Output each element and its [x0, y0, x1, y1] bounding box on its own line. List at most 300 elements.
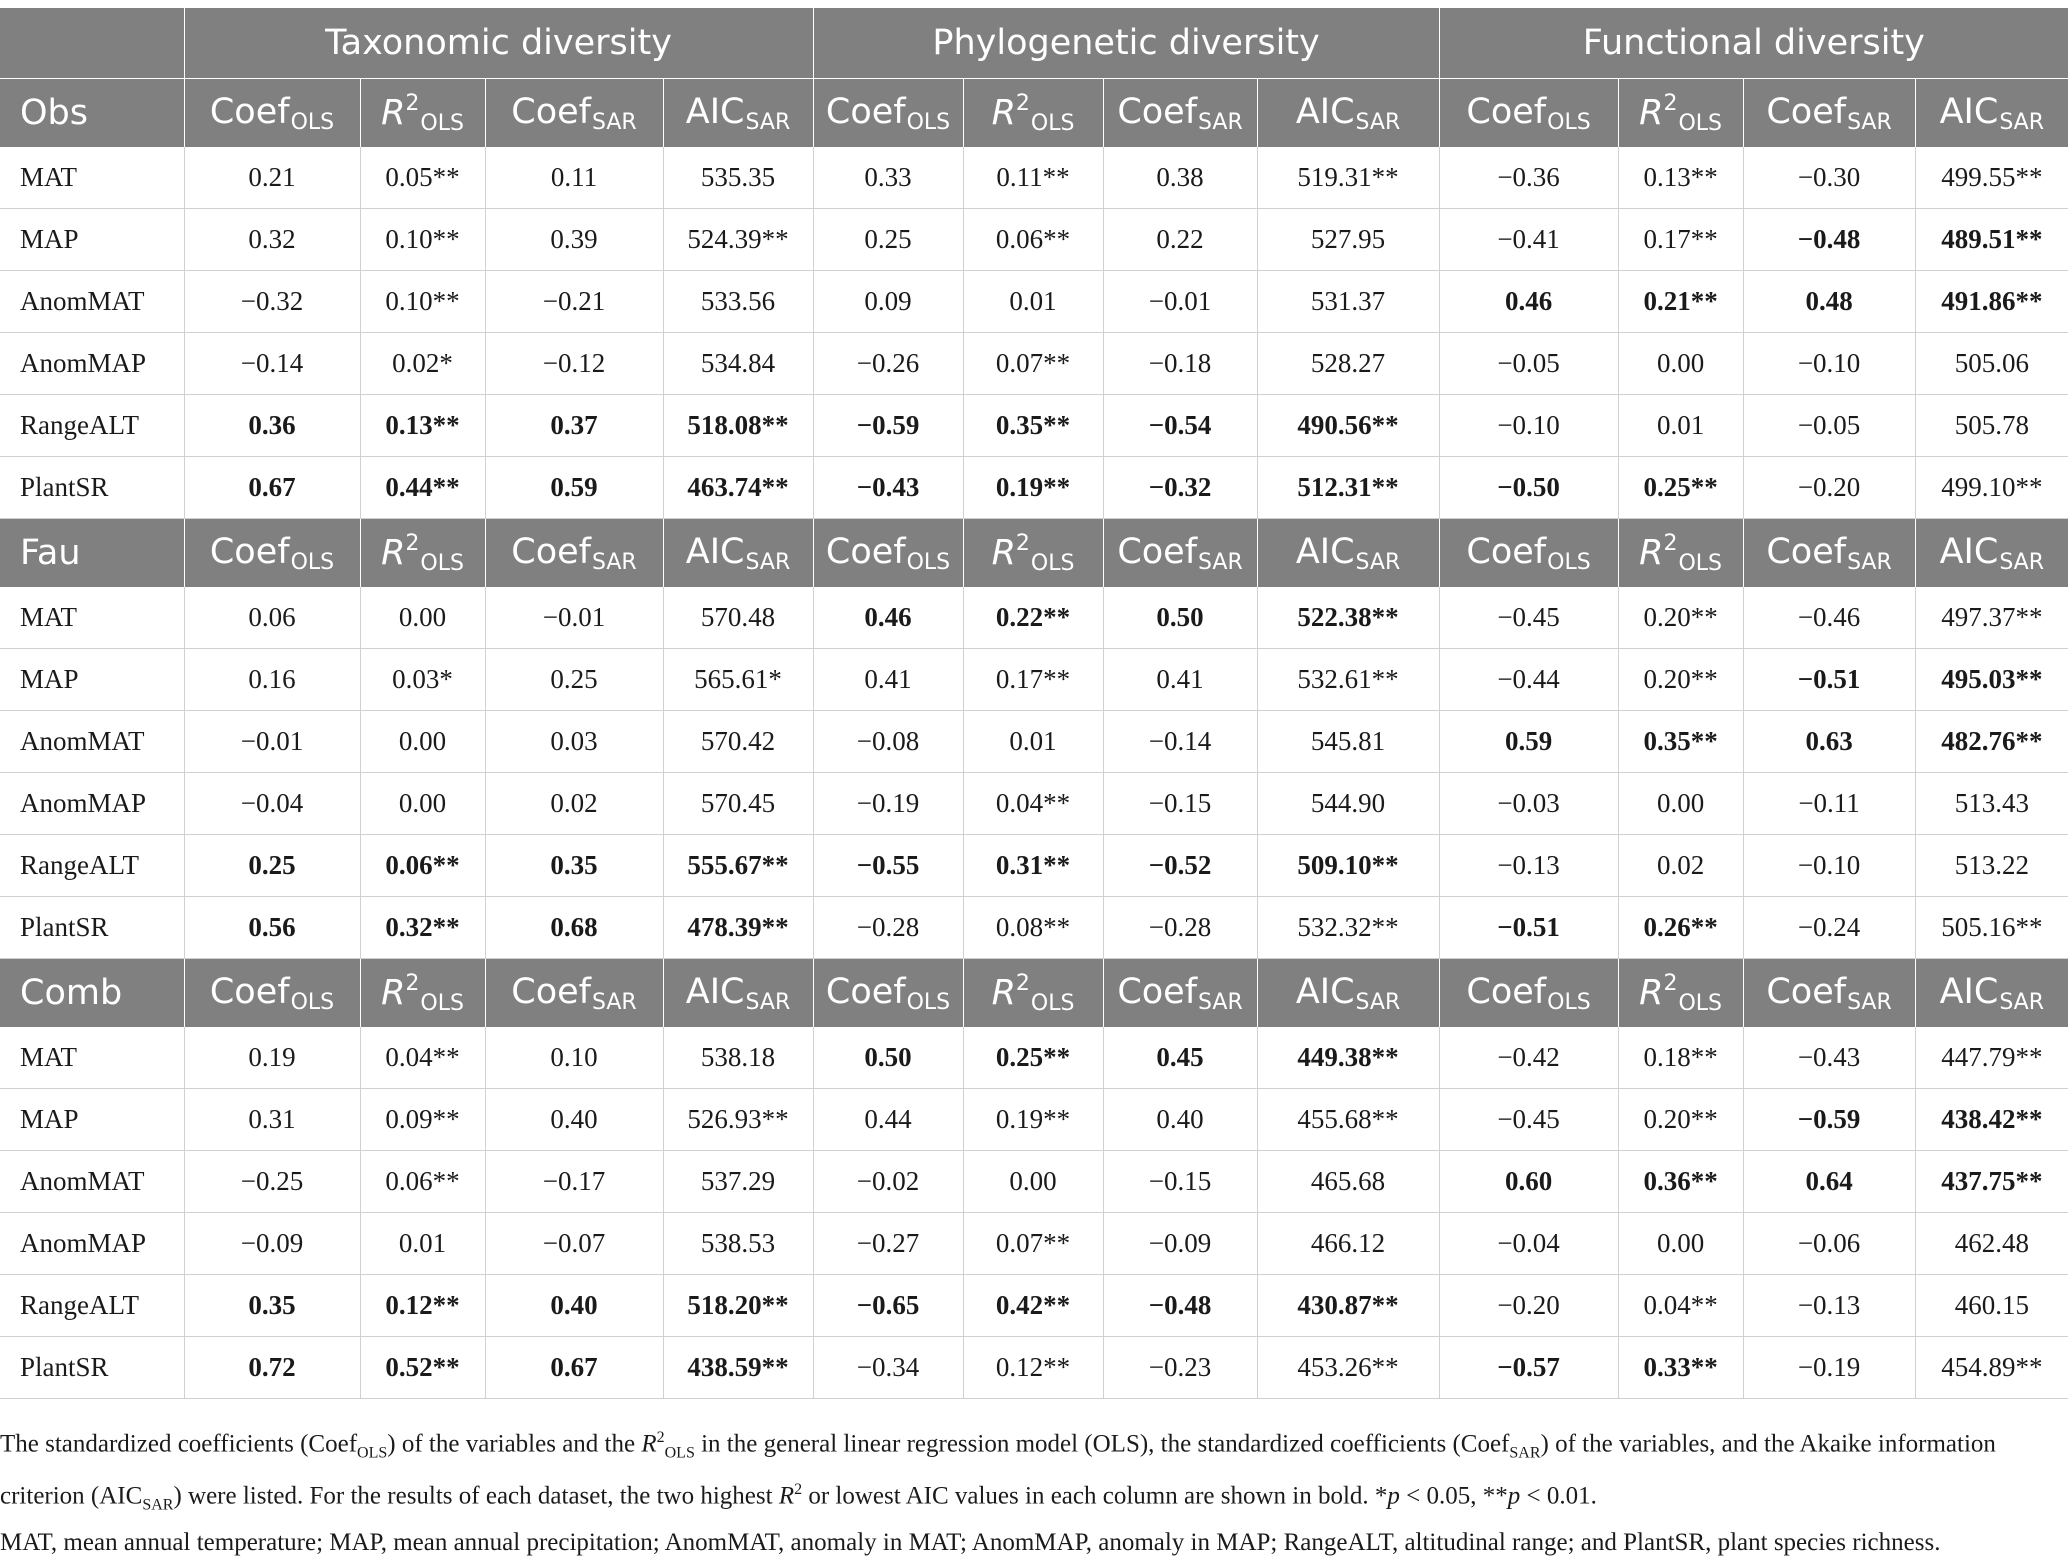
column-header: [360, 519, 485, 588]
table-cell: 0.25**: [963, 1027, 1103, 1089]
table-row: [0, 835, 2068, 897]
table-cell: 0.63: [1743, 711, 1915, 773]
table-cell: 0.59: [1439, 711, 1618, 773]
column-header-base: Coef: [1466, 91, 1547, 132]
table-row: [0, 1275, 2068, 1337]
table-cell: −0.19: [813, 773, 963, 835]
table-cell: −0.01: [1103, 271, 1257, 333]
column-header-sub: OLS: [1030, 990, 1075, 1016]
table-cell: 532.61**: [1257, 649, 1439, 711]
table-cell: 545.81: [1257, 711, 1439, 773]
footnote-text: ) were listed. For the results of each dataset, the two highest: [173, 1482, 779, 1510]
table-cell: 0.01: [963, 711, 1103, 773]
table-cell: 570.42: [663, 711, 813, 773]
column-header-sub: SAR: [592, 109, 637, 135]
table-cell: −0.48: [1743, 209, 1915, 271]
table-cell: 0.39: [485, 209, 663, 271]
table-cell: 518.20**: [663, 1275, 813, 1337]
table-cell: 527.95: [1257, 209, 1439, 271]
table-cell: 555.67**: [663, 835, 813, 897]
table-cell: 0.36**: [1618, 1151, 1743, 1213]
table-cell: 544.90: [1257, 773, 1439, 835]
footnote-text: The standardized coefficients (Coef: [0, 1430, 358, 1458]
table-cell: −0.23: [1103, 1337, 1257, 1399]
column-header-base: Coef: [209, 91, 290, 132]
table-cell: 0.02*: [360, 333, 485, 395]
table-cell: 482.76**: [1915, 711, 2068, 773]
column-header-sub: OLS: [1547, 109, 1591, 135]
table-cell: 0.10: [485, 1027, 663, 1089]
table-cell: 570.45: [663, 773, 813, 835]
group-header-phylogenetic: Phylogenetic diversity: [813, 8, 1439, 79]
column-header-sub: OLS: [1678, 110, 1722, 136]
column-header-sub: OLS: [1678, 990, 1722, 1016]
column-header-sub: OLS: [1547, 549, 1591, 575]
table-row: [0, 773, 2068, 835]
column-header-base: R: [381, 92, 406, 133]
table-cell: 0.13**: [1618, 147, 1743, 209]
column-header: [663, 79, 813, 148]
column-header-sub: SAR: [1355, 549, 1401, 575]
table-row: [0, 147, 2068, 209]
row-label: PlantSR: [0, 897, 184, 959]
table-row: [0, 1027, 2068, 1089]
column-header-sub: SAR: [1355, 989, 1401, 1015]
table-cell: 0.09: [813, 271, 963, 333]
table-cell: 0.25: [813, 209, 963, 271]
section-header-row: [0, 79, 2068, 148]
column-header-base: R: [991, 972, 1016, 1013]
table-cell: 0.11**: [963, 147, 1103, 209]
table-row: [0, 1151, 2068, 1213]
column-header-base: Coef: [1466, 531, 1547, 572]
column-header: [485, 79, 663, 148]
table-cell: −0.55: [813, 835, 963, 897]
table-cell: 0.42**: [963, 1275, 1103, 1337]
table-cell: −0.03: [1439, 773, 1618, 835]
table-row: [0, 649, 2068, 711]
column-header-sub: OLS: [420, 110, 464, 136]
column-header: [184, 79, 360, 148]
column-header: [813, 519, 963, 588]
table-cell: −0.24: [1743, 897, 1915, 959]
column-header: [1257, 959, 1439, 1028]
table-cell: 0.04**: [963, 773, 1103, 835]
table-cell: 447.79**: [1915, 1027, 2068, 1089]
table-footnotes: [0, 1419, 2060, 1561]
column-header-sub: OLS: [290, 989, 335, 1015]
column-header-sup: 2: [1015, 970, 1030, 996]
table-cell: 0.10**: [360, 271, 485, 333]
table-cell: 0.52**: [360, 1337, 485, 1399]
column-header: [1618, 959, 1743, 1028]
results-table: [0, 8, 2068, 1399]
column-header-sup: 2: [1663, 530, 1678, 556]
column-header: [1915, 959, 2068, 1028]
column-header-base: R: [381, 532, 406, 573]
table-cell: 0.25**: [1618, 457, 1743, 519]
table-cell: 0.00: [1618, 333, 1743, 395]
table-cell: 0.48: [1743, 271, 1915, 333]
footnote-sub: SAR: [1509, 1444, 1541, 1462]
table-cell: 0.20**: [1618, 1089, 1743, 1151]
table-cell: −0.10: [1743, 333, 1915, 395]
footnote-sub: OLS: [664, 1444, 695, 1462]
row-label: PlantSR: [0, 1337, 184, 1399]
table-cell: 0.22**: [963, 587, 1103, 649]
column-header-sub: OLS: [1678, 550, 1722, 576]
column-header-sub: OLS: [1547, 989, 1591, 1015]
group-header-row: [0, 8, 2068, 79]
table-cell: 0.22: [1103, 209, 1257, 271]
table-cell: −0.17: [485, 1151, 663, 1213]
column-header-sub: SAR: [1999, 989, 2045, 1015]
table-cell: 0.67: [485, 1337, 663, 1399]
table-cell: 0.08**: [963, 897, 1103, 959]
table-cell: 538.53: [663, 1213, 813, 1275]
column-header-base: AIC: [1939, 531, 1999, 572]
table-cell: 0.31**: [963, 835, 1103, 897]
table-cell: −0.04: [1439, 1213, 1618, 1275]
column-header: [963, 959, 1103, 1028]
table-cell: −0.05: [1743, 395, 1915, 457]
table-cell: 0.02: [485, 773, 663, 835]
table-cell: 0.44: [813, 1089, 963, 1151]
footnote-text: < 0.05, **: [1399, 1482, 1508, 1510]
table-cell: 0.21**: [1618, 271, 1743, 333]
footnote-methods: [0, 1419, 2060, 1524]
section-name: Fau: [0, 519, 184, 588]
column-header-base: Coef: [1766, 91, 1847, 132]
table-cell: −0.46: [1743, 587, 1915, 649]
table-cell: −0.50: [1439, 457, 1618, 519]
table-cell: 0.05**: [360, 147, 485, 209]
table-cell: −0.15: [1103, 773, 1257, 835]
table-cell: −0.36: [1439, 147, 1618, 209]
column-header: [184, 519, 360, 588]
column-header-sup: 2: [1015, 90, 1030, 116]
row-label: MAP: [0, 649, 184, 711]
table-cell: −0.07: [485, 1213, 663, 1275]
column-header-base: R: [991, 532, 1016, 573]
table-cell: −0.32: [1103, 457, 1257, 519]
table-cell: 0.25: [485, 649, 663, 711]
table-cell: −0.11: [1743, 773, 1915, 835]
column-header: [360, 959, 485, 1028]
column-header: [485, 959, 663, 1028]
column-header-base: Coef: [1117, 531, 1198, 572]
table-cell: −0.28: [813, 897, 963, 959]
table-cell: −0.51: [1439, 897, 1618, 959]
column-header-sub: OLS: [290, 549, 335, 575]
table-cell: 522.38**: [1257, 587, 1439, 649]
row-label: MAP: [0, 209, 184, 271]
table-cell: −0.06: [1743, 1213, 1915, 1275]
table-cell: 0.04**: [360, 1027, 485, 1089]
table-cell: 0.45: [1103, 1027, 1257, 1089]
column-header-sub: OLS: [420, 550, 464, 576]
column-header: [813, 79, 963, 148]
column-header-base: R: [1639, 532, 1664, 573]
column-header-sub: OLS: [906, 989, 951, 1015]
column-header-base: R: [1639, 92, 1664, 133]
column-header-base: AIC: [1939, 971, 1999, 1012]
table-cell: −0.05: [1439, 333, 1618, 395]
column-header: [813, 959, 963, 1028]
table-cell: 462.48: [1915, 1213, 2068, 1275]
table-cell: 537.29: [663, 1151, 813, 1213]
table-cell: 0.35**: [1618, 711, 1743, 773]
table-cell: 0.12**: [963, 1337, 1103, 1399]
table-cell: 463.74**: [663, 457, 813, 519]
table-cell: −0.15: [1103, 1151, 1257, 1213]
column-header-sub: SAR: [1198, 549, 1243, 575]
table-cell: −0.34: [813, 1337, 963, 1399]
table-cell: 0.13**: [360, 395, 485, 457]
column-header: [485, 519, 663, 588]
column-header: [1743, 79, 1915, 148]
column-header-sup: 2: [1663, 90, 1678, 116]
column-header-sup: 2: [405, 90, 420, 116]
table-row: [0, 897, 2068, 959]
table-cell: −0.52: [1103, 835, 1257, 897]
table-cell: 524.39**: [663, 209, 813, 271]
table-cell: 454.89**: [1915, 1337, 2068, 1399]
column-header-sub: OLS: [420, 990, 464, 1016]
table-cell: −0.12: [485, 333, 663, 395]
table-cell: 0.68: [485, 897, 663, 959]
column-header: [184, 959, 360, 1028]
row-label: RangeALT: [0, 395, 184, 457]
table-row: [0, 457, 2068, 519]
column-header: [1618, 79, 1743, 148]
table-cell: 0.35**: [963, 395, 1103, 457]
column-header-sub: SAR: [592, 989, 637, 1015]
table-cell: 531.37: [1257, 271, 1439, 333]
table-cell: −0.13: [1743, 1275, 1915, 1337]
table-cell: 0.00: [360, 773, 485, 835]
table-row: [0, 711, 2068, 773]
table-cell: −0.57: [1439, 1337, 1618, 1399]
table-cell: −0.01: [184, 711, 360, 773]
footnote-italic: R: [778, 1482, 795, 1510]
table-cell: 0.41: [1103, 649, 1257, 711]
row-label: PlantSR: [0, 457, 184, 519]
table-cell: 0.31: [184, 1089, 360, 1151]
footnote-sup: 2: [656, 1429, 665, 1446]
column-header-sub: SAR: [745, 549, 791, 575]
table-cell: 0.40: [1103, 1089, 1257, 1151]
column-header-base: AIC: [1295, 91, 1355, 132]
column-header-sub: OLS: [906, 109, 951, 135]
section-header-row: [0, 959, 2068, 1028]
table-cell: −0.45: [1439, 1089, 1618, 1151]
table-cell: 518.08**: [663, 395, 813, 457]
column-header-sub: SAR: [1847, 989, 1892, 1015]
column-header-base: AIC: [1939, 91, 1999, 132]
column-header-base: AIC: [685, 531, 745, 572]
table-cell: −0.27: [813, 1213, 963, 1275]
column-header-base: AIC: [1295, 531, 1355, 572]
table-cell: 0.50: [1103, 587, 1257, 649]
column-header-sub: SAR: [1198, 109, 1243, 135]
column-header: [663, 959, 813, 1028]
column-header-base: Coef: [1466, 971, 1547, 1012]
table-cell: −0.18: [1103, 333, 1257, 395]
group-header-taxonomic: Taxonomic diversity: [184, 8, 813, 79]
column-header: [1257, 519, 1439, 588]
table-cell: 0.33**: [1618, 1337, 1743, 1399]
table-cell: 0.07**: [963, 333, 1103, 395]
section-name: Comb: [0, 959, 184, 1028]
table-cell: 0.00: [1618, 1213, 1743, 1275]
table-cell: 466.12: [1257, 1213, 1439, 1275]
table-cell: 0.09**: [360, 1089, 485, 1151]
row-label: RangeALT: [0, 1275, 184, 1337]
table-cell: 0.21: [184, 147, 360, 209]
column-header-sub: SAR: [1355, 109, 1401, 135]
table-cell: 0.01: [1618, 395, 1743, 457]
table-cell: 505.78: [1915, 395, 2068, 457]
table-cell: 465.68: [1257, 1151, 1439, 1213]
table-cell: 512.31**: [1257, 457, 1439, 519]
table-cell: 0.59: [485, 457, 663, 519]
table-cell: 0.12**: [360, 1275, 485, 1337]
footnote-text: < 0.01.: [1520, 1482, 1597, 1510]
column-header-sub: OLS: [906, 549, 951, 575]
footnote-text: in the general linear regression model (OLS), the standardized coefficients (Coef: [694, 1430, 1510, 1458]
table-cell: 0.03: [485, 711, 663, 773]
table-cell: −0.25: [184, 1151, 360, 1213]
table-cell: 0.11: [485, 147, 663, 209]
column-header: [1618, 519, 1743, 588]
table-cell: 460.15: [1915, 1275, 2068, 1337]
column-header-base: Coef: [209, 971, 290, 1012]
table-cell: 538.18: [663, 1027, 813, 1089]
footnote-text: ) of the variables, and the Akaike information criterion (AIC: [0, 1430, 1996, 1510]
column-header-base: Coef: [1117, 91, 1198, 132]
row-label: AnomMAP: [0, 333, 184, 395]
table-cell: −0.44: [1439, 649, 1618, 711]
table-cell: 570.48: [663, 587, 813, 649]
column-header-sub: SAR: [592, 549, 637, 575]
column-header-sup: 2: [405, 970, 420, 996]
table-cell: −0.21: [485, 271, 663, 333]
table-cell: 437.75**: [1915, 1151, 2068, 1213]
table-cell: 0.50: [813, 1027, 963, 1089]
table-cell: 0.32: [184, 209, 360, 271]
column-header: [1103, 79, 1257, 148]
table-cell: 0.35: [485, 835, 663, 897]
column-header: [963, 79, 1103, 148]
table-cell: 0.04**: [1618, 1275, 1743, 1337]
footnote-sub: SAR: [142, 1496, 174, 1514]
table-cell: 455.68**: [1257, 1089, 1439, 1151]
table-cell: 0.07**: [963, 1213, 1103, 1275]
row-label: AnomMAP: [0, 773, 184, 835]
section-header-row: [0, 519, 2068, 588]
column-header-base: Coef: [825, 971, 906, 1012]
table-cell: 499.55**: [1915, 147, 2068, 209]
column-header-base: AIC: [685, 971, 745, 1012]
table-cell: 0.46: [1439, 271, 1618, 333]
table-cell: 509.10**: [1257, 835, 1439, 897]
table-row: [0, 1213, 2068, 1275]
table-cell: −0.48: [1103, 1275, 1257, 1337]
table-cell: 0.32**: [360, 897, 485, 959]
table-cell: 505.06: [1915, 333, 2068, 395]
column-header-base: Coef: [1766, 971, 1847, 1012]
table-cell: 0.33: [813, 147, 963, 209]
column-header: [1743, 519, 1915, 588]
table-cell: 0.37: [485, 395, 663, 457]
table-row: [0, 271, 2068, 333]
table-cell: −0.26: [813, 333, 963, 395]
table-cell: 0.01: [360, 1213, 485, 1275]
table-cell: −0.10: [1743, 835, 1915, 897]
column-header-sub: SAR: [1847, 549, 1892, 575]
table-cell: −0.01: [485, 587, 663, 649]
table-cell: −0.14: [184, 333, 360, 395]
table-cell: 0.44**: [360, 457, 485, 519]
table-cell: 526.93**: [663, 1089, 813, 1151]
footnote-italic: p: [1507, 1482, 1521, 1510]
table-cell: 0.19: [184, 1027, 360, 1089]
row-label: AnomMAT: [0, 1151, 184, 1213]
column-header-sub: SAR: [745, 989, 791, 1015]
table-cell: −0.19: [1743, 1337, 1915, 1399]
row-label: AnomMAT: [0, 271, 184, 333]
table-cell: 495.03**: [1915, 649, 2068, 711]
table-cell: −0.54: [1103, 395, 1257, 457]
column-header-base: Coef: [1766, 531, 1847, 572]
table-cell: −0.04: [184, 773, 360, 835]
table-cell: −0.43: [1743, 1027, 1915, 1089]
group-header-functional: Functional diversity: [1439, 8, 2068, 79]
row-label: MAP: [0, 1089, 184, 1151]
table-cell: 0.46: [813, 587, 963, 649]
row-label: AnomMAP: [0, 1213, 184, 1275]
column-header: [1439, 959, 1618, 1028]
table-cell: 0.67: [184, 457, 360, 519]
table-row: [0, 333, 2068, 395]
column-header-sub: OLS: [1030, 550, 1075, 576]
table-cell: 0.00: [360, 587, 485, 649]
table-cell: 532.32**: [1257, 897, 1439, 959]
table-cell: −0.10: [1439, 395, 1618, 457]
column-header: [360, 79, 485, 148]
footnote-italic: R: [641, 1430, 657, 1458]
table-cell: −0.41: [1439, 209, 1618, 271]
table-cell: 534.84: [663, 333, 813, 395]
table-cell: −0.59: [1743, 1089, 1915, 1151]
table-cell: 0.10**: [360, 209, 485, 271]
column-header-base: AIC: [685, 91, 745, 132]
table-cell: 0.06: [184, 587, 360, 649]
column-header-base: Coef: [511, 971, 591, 1012]
column-header: [663, 519, 813, 588]
column-header: [1103, 519, 1257, 588]
table-cell: −0.09: [1103, 1213, 1257, 1275]
table-cell: 0.25: [184, 835, 360, 897]
column-header-base: Coef: [1117, 971, 1198, 1012]
table-cell: 449.38**: [1257, 1027, 1439, 1089]
table-cell: 438.42**: [1915, 1089, 2068, 1151]
column-header-base: R: [991, 92, 1016, 133]
table-cell: −0.65: [813, 1275, 963, 1337]
table-cell: −0.28: [1103, 897, 1257, 959]
table-cell: 0.20**: [1618, 649, 1743, 711]
